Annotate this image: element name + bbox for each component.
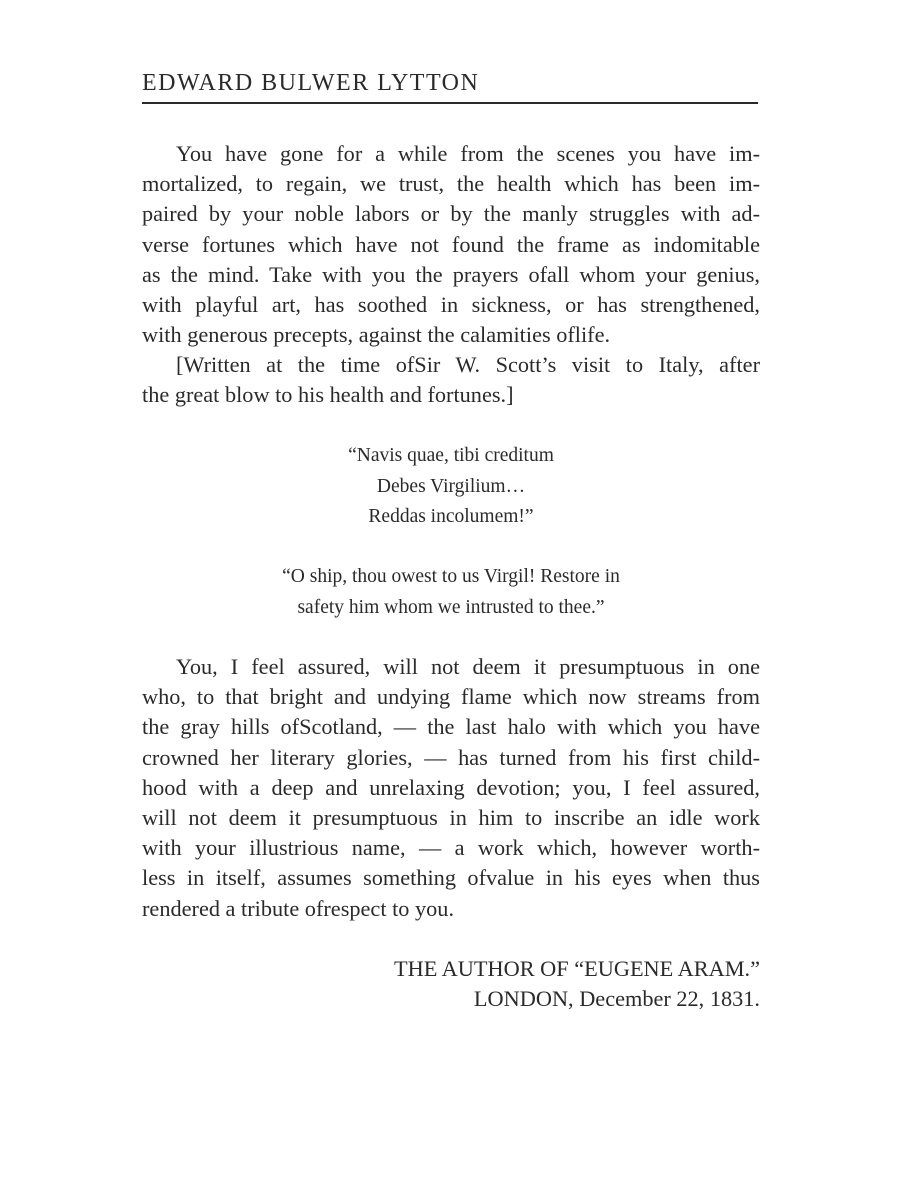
signature-author: THE AUTHOR OF “EUGENE ARAM.” <box>393 956 760 981</box>
text-line: paired by your noble labors or by the manly struggles with ad- <box>142 201 760 227</box>
text-line: You, I feel assured, will not deem it presumptuous in one <box>176 654 760 679</box>
text-line: [Written at the time ofSir W. Scott’s visit to Italy, after <box>176 352 760 377</box>
running-header <box>142 64 758 104</box>
text-line: verse fortunes which have not found the frame as indomitable <box>142 231 760 257</box>
quote-line: “O ship, thou owest to us Virgil! Restore in <box>282 566 620 587</box>
paragraph-bracket-note <box>142 350 760 410</box>
paragraph-closing <box>142 652 760 924</box>
text-line: crowned her literary glories, — has turned from his first child- <box>142 744 760 770</box>
text-line: with your illustrious name, — a work which, however worth- <box>142 835 760 861</box>
text-line: the great blow to his health and fortunes.] <box>142 382 514 408</box>
quote-line: Debes Virgilium… <box>376 475 526 497</box>
text-line: with generous precepts, against the calamities oflife. <box>142 322 611 348</box>
signature-place-date: LONDON, December 22, 1831. <box>473 986 760 1012</box>
text-line: less in itself, assumes something ofvalue in his eyes when thus <box>142 865 760 891</box>
text-line: You have gone for a while from the scenes you have im- <box>176 141 760 166</box>
text-line: the gray hills ofScotland, — the last halo with which you have <box>142 714 760 740</box>
english-quote <box>142 562 760 623</box>
text-line: hood with a deep and unrelaxing devotion; you, I feel assured, <box>142 774 760 800</box>
text-line: with playful art, has soothed in sickness, or has strengthened, <box>142 292 760 318</box>
text-line: rendered a tribute ofrespect to you. <box>142 895 455 921</box>
text-line: mortalized, to regain, we trust, the health which has been im- <box>142 171 760 197</box>
quote-line: Reddas incolumem!” <box>368 506 534 527</box>
text-line: who, to that bright and undying flame which now streams from <box>142 684 760 710</box>
running-title: EDWARD BULWER LYTTON <box>142 70 480 96</box>
text-line: as the mind. Take with you the prayers ofall whom your genius, <box>142 261 760 287</box>
text-line: will not deem it presumptuous in him to inscribe an idle work <box>142 805 760 831</box>
signature <box>260 954 760 1014</box>
quote-line: safety him whom we intrusted to thee.” <box>297 596 605 618</box>
latin-quote <box>142 441 760 533</box>
quote-line: “Navis quae, tibi creditum <box>348 445 554 466</box>
paragraph-dedication <box>142 139 760 350</box>
